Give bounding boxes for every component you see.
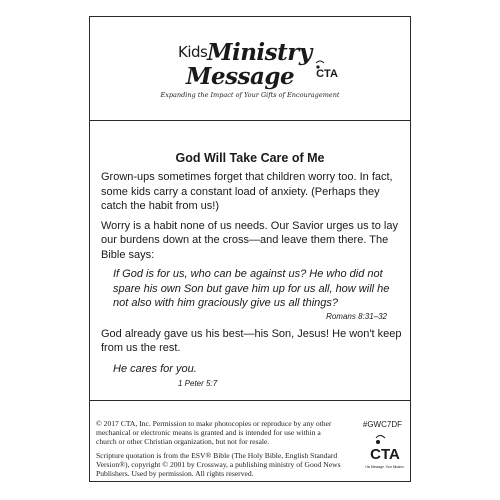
cta-footer-logo-icon [365,432,405,472]
logo-tagline: Expanding the Impact of Your Gifts of Encouragement [160,91,340,99]
footer-legal [96,419,341,482]
header-divider [90,120,410,121]
footer-divider [90,400,410,401]
cta-top-text: CTA [316,68,338,80]
ministry-message-logo [90,39,410,119]
paragraph-2: Worry is a habit none of us needs. Our Savior urges us to lay our burdens down at the cross—and leave them there. The Bible says: [101,219,398,261]
cta-tagline-text: His Message. Your Mission. [365,465,405,469]
message-body [101,170,403,389]
cta-logo-icon [312,59,342,85]
paragraph-1: Grown-ups sometimes forget that children worry too. In fact, some kids carry a constant load of anxiety. (Perhaps they catch the habit from us!) [101,171,393,212]
scripture-permission-text: Scripture quotation is from the ESV® Bible (The Holy Bible, English Standard Version®), copyright © 2001 by Crossway, a publishing ministry of Good News Publishers. Used by permission. All rights reserved. [96,450,341,479]
paragraph-3: God already gave us his best—his Son, Jesus! He won't keep from us the rest. [101,327,402,354]
cta-bottom-text: CTA [370,446,400,463]
scripture-ref-1: Romans 8:31–32 [326,311,387,321]
scripture-ref-2: 1 Peter 5:7 [178,379,218,388]
logo-message-text: Message [186,63,295,90]
scripture-quote-2: He cares for you. [113,362,197,375]
product-code: #GWC7DF [362,420,402,429]
logo-ministry-text: Ministry [207,39,312,66]
logo-kids-text: Kids [178,43,208,61]
scripture-quote-1: If God is for us, who can be against us? He who did not spare his own Son but gave him up for us all, how will he not also with him graciously give us all things? [113,268,390,309]
copyright-text: © 2017 CTA, Inc. Permission to make photocopies or reproduce by any other mechanical or electronic means is granted and is intended for use within a church or other Christian organization, but not for resale. [96,419,332,447]
ministry-card [89,16,411,482]
page-title: God Will Take Care of Me [175,151,325,165]
